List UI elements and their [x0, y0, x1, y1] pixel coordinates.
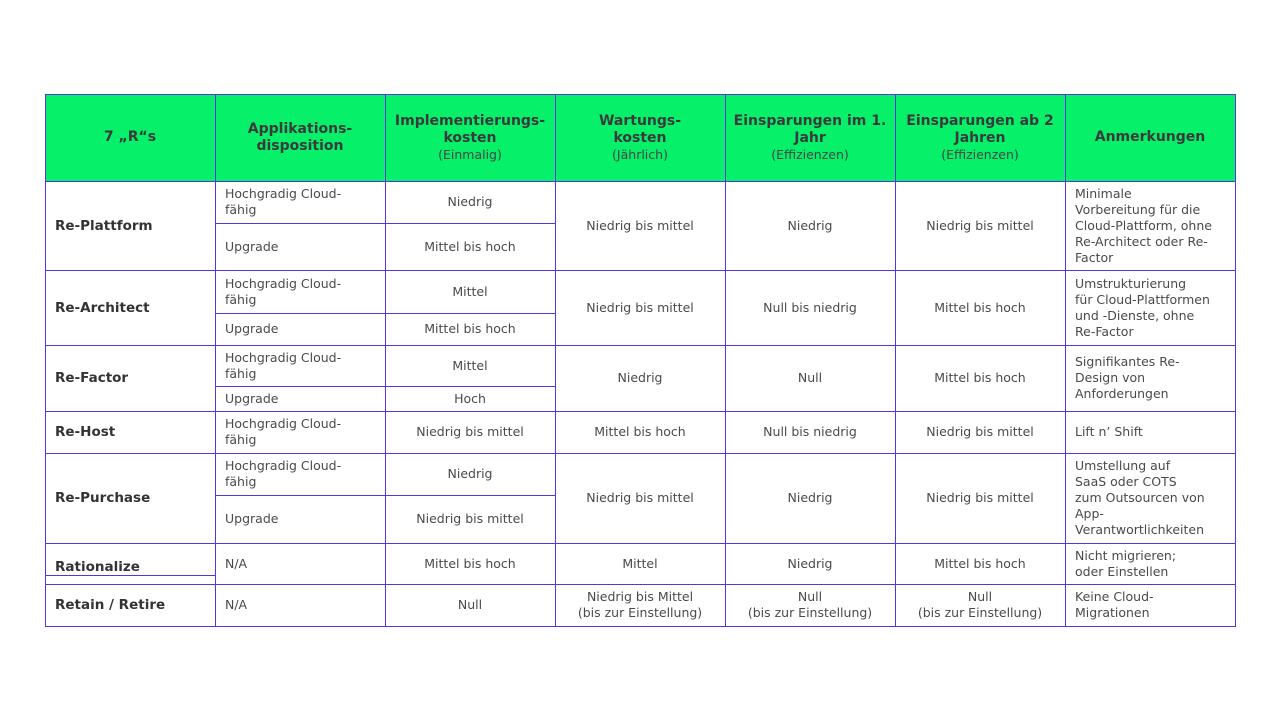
disposition-cell: Hochgradig Cloud- fähig [225, 416, 342, 447]
implementation-cost-cell: Niedrig bis mittel [416, 424, 524, 439]
table-divider [1235, 94, 1236, 627]
table-divider [385, 94, 386, 627]
notes-cell: Minimale Vorbereitung für die Cloud-Plattform, ohne Re-Architect oder Re- Factor [1075, 185, 1212, 265]
savings-year2-cell: Mittel bis hoch [934, 370, 1026, 385]
maintenance-cost-cell: Niedrig bis mittel [586, 490, 694, 505]
row-label: Re-Host [55, 424, 116, 440]
header-title: Anmerkungen [1094, 129, 1206, 145]
maintenance-cost-cell: Niedrig bis mittel [586, 217, 694, 233]
disposition-cell: N/A [225, 555, 248, 571]
table-divider [45, 626, 1236, 627]
header-cell [725, 94, 895, 181]
maintenance-cost-cell: Mittel bis hoch [594, 424, 686, 439]
table-divider [555, 94, 556, 627]
implementation-cost-cell: Mittel [452, 283, 488, 299]
header-cell [45, 94, 215, 181]
notes-cell: Lift n’ Shift [1075, 424, 1143, 439]
savings-year1-cell: Niedrig [787, 555, 833, 571]
disposition-cell: Hochgradig Cloud- fähig [225, 349, 342, 381]
notes-cell: Umstellung auf SaaS oder COTS zum Outsourcen von App- Verantwortlichkeiten [1075, 458, 1205, 537]
table-divider [45, 575, 216, 576]
savings-year2-cell: Niedrig bis mittel [926, 424, 1034, 439]
header-title: 7 „R“s [103, 129, 157, 145]
disposition-cell: N/A [225, 597, 248, 612]
row-label: Retain / Retire [55, 597, 166, 613]
disposition-cell: Hochgradig Cloud- fähig [225, 186, 342, 217]
savings-year2-cell: Mittel bis hoch [934, 555, 1026, 571]
header-subtitle: (Effizienzen) [941, 146, 1019, 162]
maintenance-cost-cell: Mittel [622, 555, 658, 571]
maintenance-cost-cell: Niedrig bis mittel [586, 299, 694, 315]
savings-year1-cell: Null [797, 370, 823, 385]
implementation-cost-cell: Null [457, 597, 483, 612]
header-title: Wartungs- kosten [598, 112, 682, 146]
row-label: Re-Plattform [55, 217, 153, 234]
savings-year1-cell: Null bis niedrig [763, 299, 857, 315]
savings-year2-cell: Mittel bis hoch [934, 299, 1026, 315]
savings-year2-cell: Niedrig bis mittel [926, 490, 1034, 505]
disposition-cell: Hochgradig Cloud- fähig [225, 275, 342, 307]
maintenance-cost-cell: Niedrig [617, 370, 663, 385]
disposition-cell: Upgrade [225, 390, 279, 406]
disposition-cell: Upgrade [225, 511, 279, 526]
implementation-cost-cell: Mittel bis hoch [424, 238, 516, 254]
implementation-cost-cell: Niedrig [447, 194, 493, 209]
row-label: Re-Purchase [55, 490, 151, 506]
disposition-cell: Upgrade [225, 238, 279, 254]
implementation-cost-cell: Niedrig [447, 466, 493, 481]
header-subtitle: (Einmalig) [438, 146, 502, 162]
header-title: Applikations- disposition [247, 120, 353, 154]
row-label: Rationalize [55, 559, 140, 575]
table-divider [895, 94, 896, 627]
implementation-cost-cell: Hoch [454, 390, 486, 406]
row-label: Re-Factor [55, 370, 129, 386]
implementation-cost-cell: Mittel [452, 357, 488, 373]
header-title: Implementierungs- kosten [394, 112, 546, 146]
header-cell [1065, 94, 1235, 181]
notes-cell: Keine Cloud- Migrationen [1075, 589, 1154, 620]
header-cell [385, 94, 555, 181]
savings-year1-cell: Null (bis zur Einstellung) [747, 589, 873, 620]
table-divider [725, 94, 726, 627]
header-title: Einsparungen im 1. Jahr [733, 112, 887, 146]
implementation-cost-cell: Mittel bis hoch [424, 555, 516, 571]
notes-cell: Nicht migrieren; oder Einstellen [1075, 547, 1177, 579]
disposition-cell: Hochgradig Cloud- fähig [225, 458, 342, 489]
table-divider [45, 181, 1236, 182]
savings-year2-cell: Niedrig bis mittel [926, 217, 1034, 233]
header-title: Einsparungen ab 2 Jahren [906, 112, 1054, 146]
notes-cell: Umstrukturierung für Cloud-Plattformen und -Dienste, ohne Re-Factor [1075, 275, 1210, 339]
header-cell [555, 94, 725, 181]
savings-year1-cell: Niedrig [787, 490, 833, 505]
disposition-cell: Upgrade [225, 321, 279, 336]
header-subtitle: (Effizienzen) [771, 146, 849, 162]
maintenance-cost-cell: Niedrig bis Mittel (bis zur Einstellung) [577, 589, 703, 620]
notes-cell: Signifikantes Re- Design von Anforderungen [1075, 354, 1180, 401]
implementation-cost-cell: Niedrig bis mittel [416, 511, 524, 526]
header-subtitle: (Jährlich) [612, 146, 668, 162]
table-divider [45, 94, 46, 627]
savings-year1-cell: Null bis niedrig [763, 424, 857, 439]
header-cell [215, 94, 385, 181]
table-divider [45, 94, 1236, 95]
table-divider [215, 94, 216, 627]
row-label: Re-Architect [55, 299, 150, 316]
savings-year2-cell: Null (bis zur Einstellung) [917, 589, 1043, 620]
implementation-cost-cell: Mittel bis hoch [424, 321, 516, 336]
table-divider [1065, 94, 1066, 627]
header-cell [895, 94, 1065, 181]
savings-year1-cell: Niedrig [787, 217, 833, 233]
